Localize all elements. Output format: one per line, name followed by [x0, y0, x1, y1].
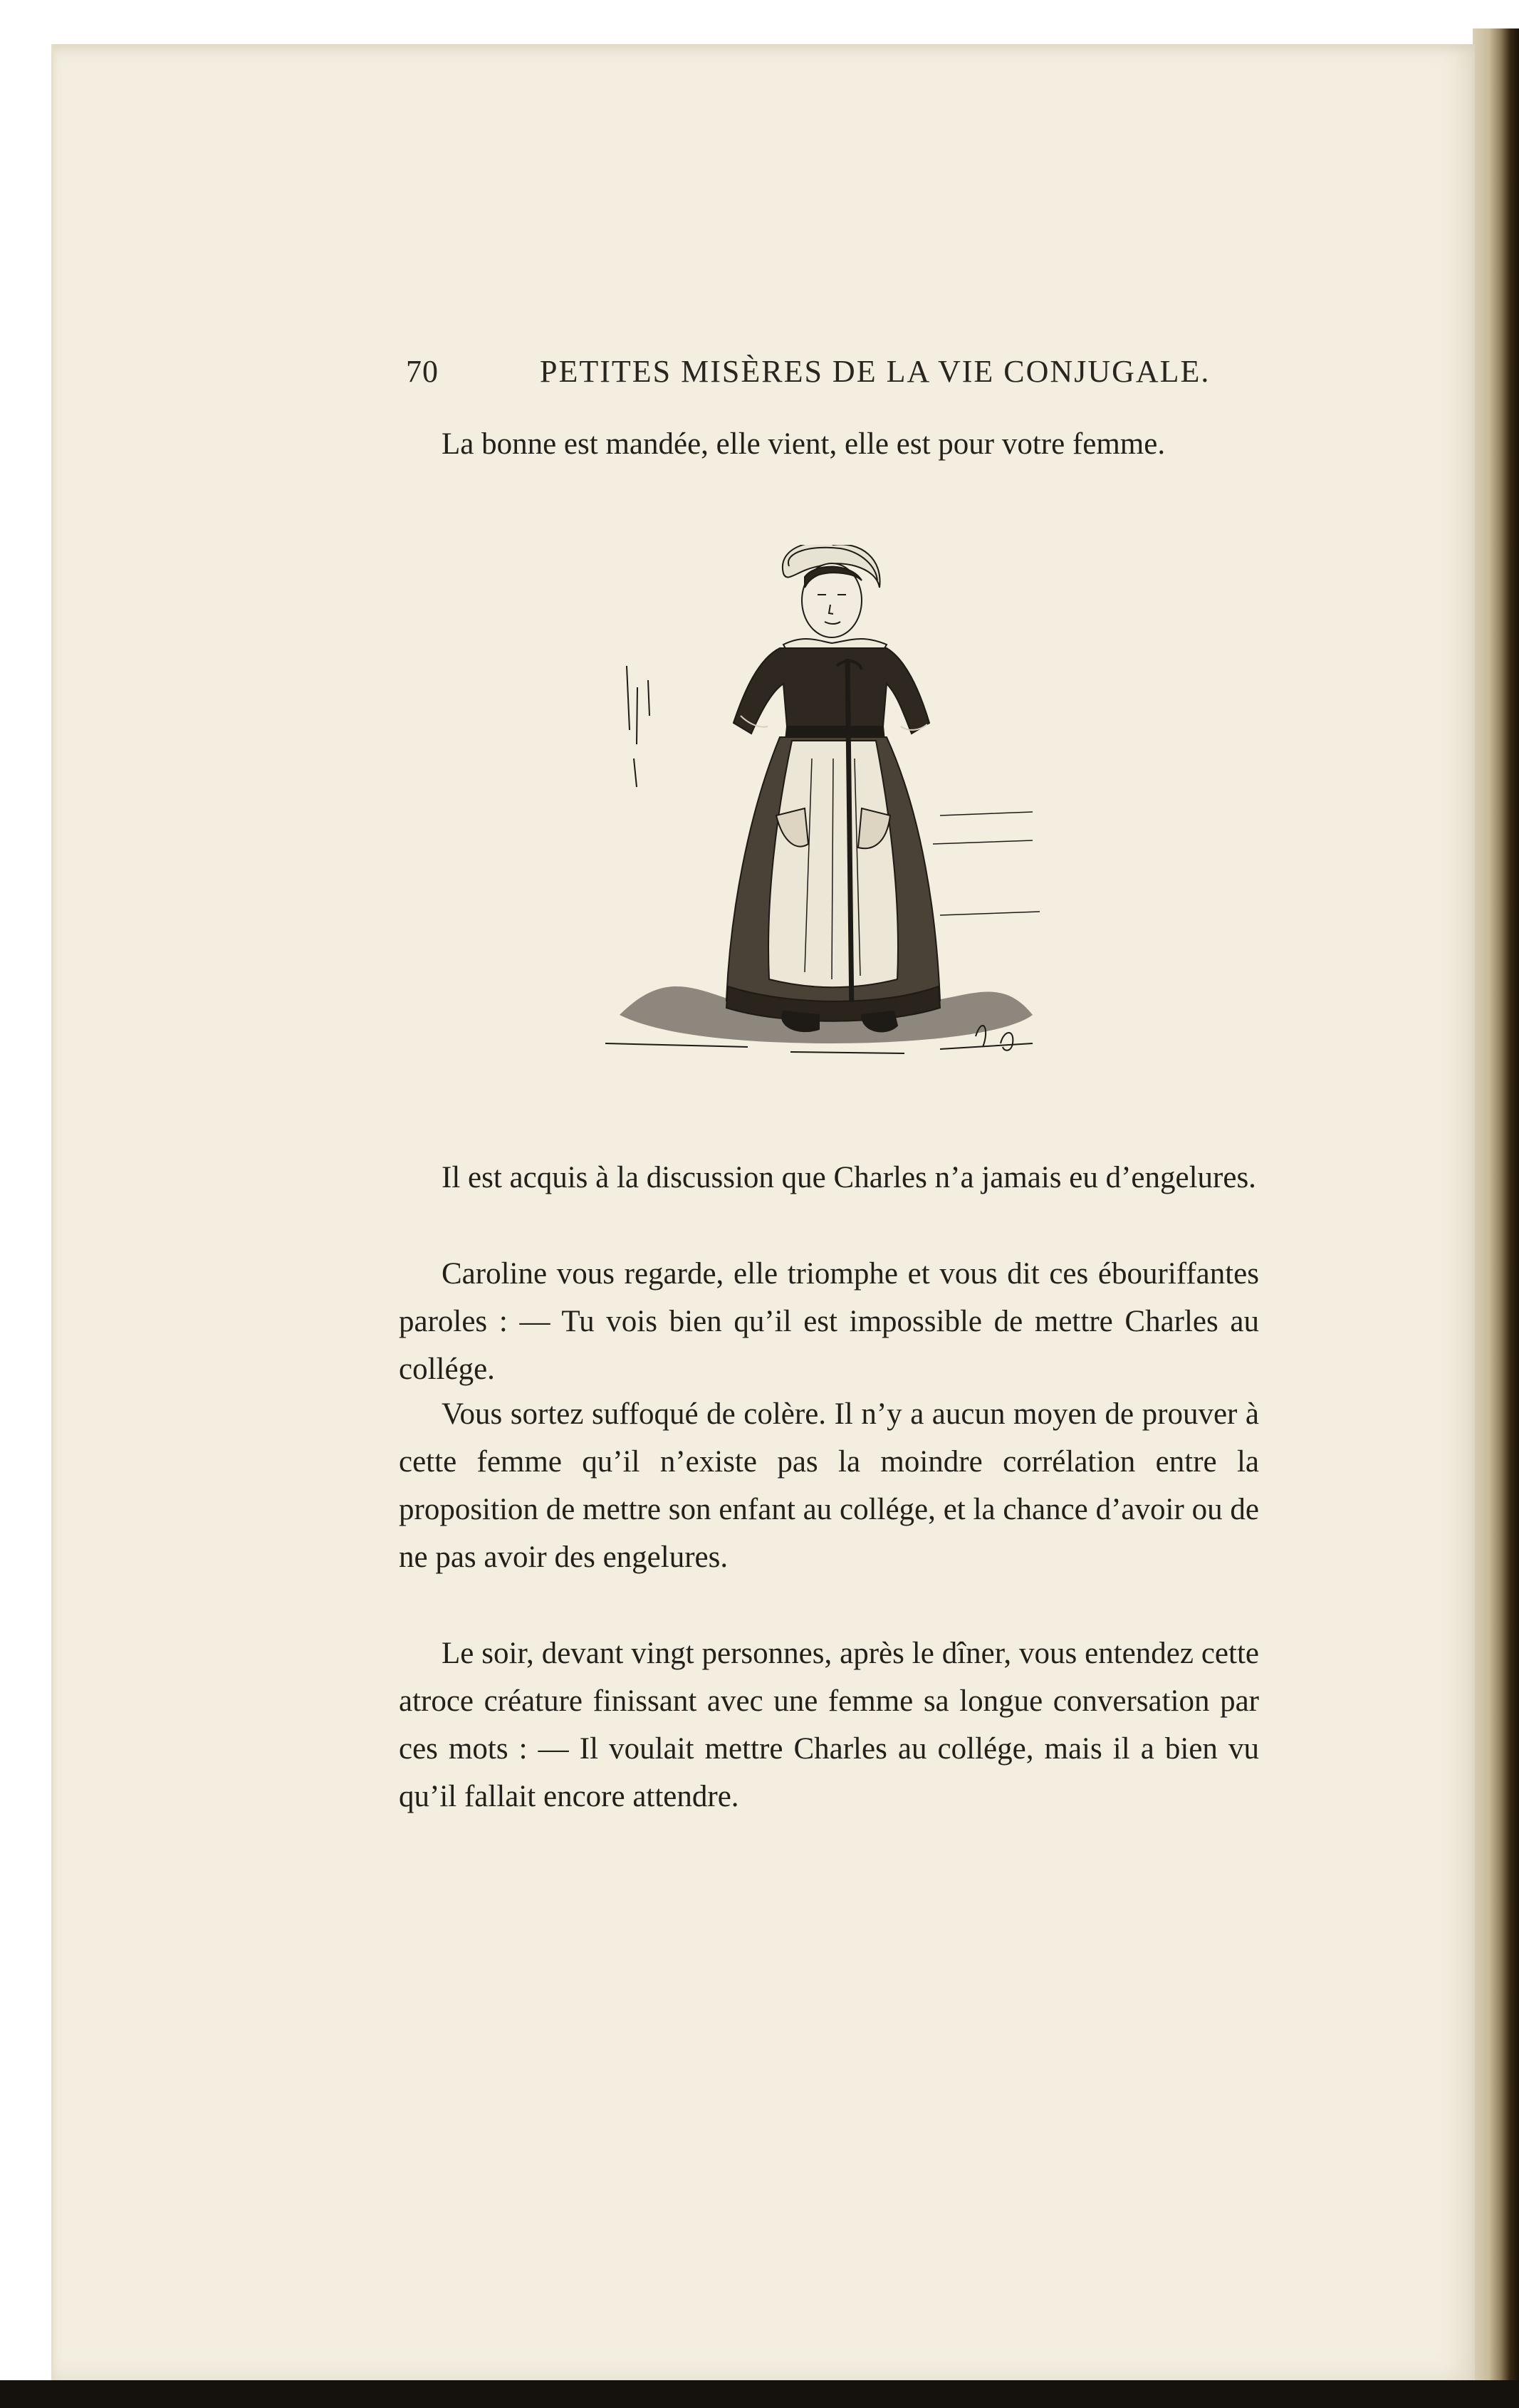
- paragraph: Vous sortez suffoqué de colère. Il n’y a aucun moyen de prouver à cette femme qu’il n’existe pas la moindre corrélation entre la proposition de mettre son enfant au collége, et la chance d’avoir ou de ne pas avoir des engelures.: [399, 1397, 1259, 1574]
- scan-bottom-edge: [0, 2380, 1519, 2408]
- book-binding-edge: [1473, 28, 1519, 2408]
- paragraph: Caroline vous regarde, elle triomphe et vous dit ces ébouriffantes paroles : — Tu vois bien qu’il est impossible de mettre Charles au collége.: [399, 1257, 1259, 1386]
- maid-illustration: [605, 545, 1061, 1115]
- running-title: PETITES MISÈRES DE LA VIE CONJUGALE.: [540, 354, 1211, 389]
- running-head: [406, 353, 1260, 396]
- paragraph: Il est acquis à la discussion que Charles n’a jamais eu d’engelures.: [442, 1161, 1256, 1194]
- page-number: 70: [406, 354, 439, 389]
- paragraph: La bonne est mandée, elle vient, elle est pour votre femme.: [442, 427, 1166, 461]
- paragraph: Le soir, devant vingt personnes, après le dîner, vous entendez cette atroce créature finissant avec une femme sa longue conversation par ces mots : — Il voulait mettre Charles au collége, mais il a bien vu qu’il fallait encore attendre.: [399, 1637, 1259, 1813]
